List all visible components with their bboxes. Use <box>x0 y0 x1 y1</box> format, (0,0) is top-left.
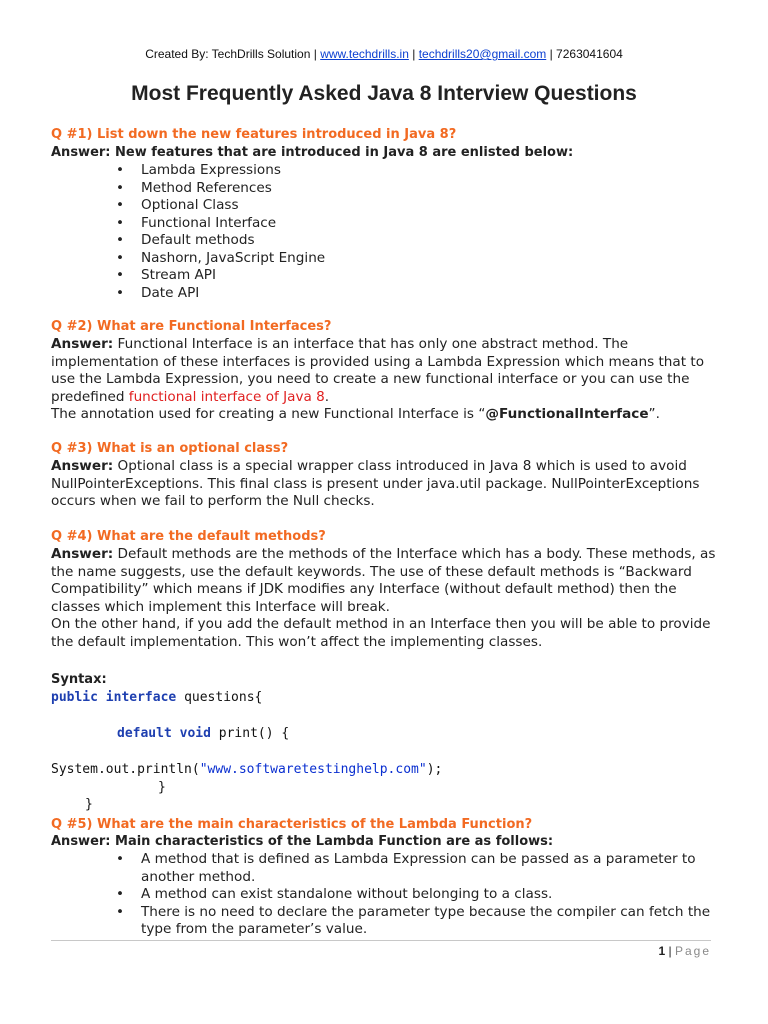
code-line-3 <box>51 762 442 777</box>
list-item: • Stream API <box>113 267 325 285</box>
website-link[interactable]: www.techdrills.in <box>320 47 409 61</box>
answer-4-text-2: On the other hand, if you add the default method in an Interface then you will be able to provide the default implementation. This won’t affect the implementing classes. <box>51 616 711 650</box>
list-item: • Default methods <box>113 232 325 250</box>
created-by-text: Created By: TechDrills Solution <box>145 47 311 61</box>
keyword: public <box>51 690 98 705</box>
code-line-1 <box>51 690 262 705</box>
list-item: • Functional Interface <box>113 215 325 233</box>
question-4: Q #4) What are the default methods? <box>51 529 326 544</box>
keyword: default <box>117 726 172 741</box>
code-line-2 <box>117 726 289 741</box>
header-separator: | <box>546 47 557 61</box>
answer-1-heading: Answer: New features that are introduced in Java 8 are enlisted below: <box>51 145 574 160</box>
header-separator: | <box>408 47 419 61</box>
list-item: • Nashorn, JavaScript Engine <box>113 250 325 268</box>
code-line-5: } <box>85 797 93 812</box>
answer-label: Answer: <box>51 458 114 474</box>
email-link[interactable]: techdrills20@gmail.com <box>418 47 547 61</box>
code-line-4: } <box>158 780 166 795</box>
answer-2-text-end: . <box>324 388 330 405</box>
characteristics-list <box>113 851 723 939</box>
code-text: ); <box>426 762 443 777</box>
question-2: Q #2) What are Functional Interfaces? <box>51 319 332 334</box>
feature-list <box>113 162 325 302</box>
code-string: "www.softwaretestinghelp.com" <box>199 762 427 777</box>
code-text: System.out.println( <box>51 762 200 777</box>
list-item: • There is no need to declare the parameter type because the compiler can fetch the type from the parameter’s value. <box>113 904 723 939</box>
list-item: • Lambda Expressions <box>113 162 325 180</box>
code-text: questions{ <box>176 690 263 705</box>
answer-2-text: Functional Interface is an interface that has only one abstract method. The implementation of these interfaces is provided using a Lambda Expression which means that to use the Lambda Expression, you need to create a new functional interface or you can use the predefined <box>51 336 705 405</box>
footer-divider <box>51 940 711 941</box>
list-item: • Optional Class <box>113 197 325 215</box>
answer-3-text: Optional class is a special wrapper class introduced in Java 8 which is used to avoid NullPointerExceptions. This final class is present under java.util package. NullPointerExceptions occurs when we fail to perform the Null checks. <box>51 458 700 509</box>
answer-label: Answer: <box>51 546 114 562</box>
annotation-sentence-end: ”. <box>648 406 660 422</box>
syntax-label: Syntax: <box>51 672 107 687</box>
code-text: print() { <box>210 726 290 741</box>
annotation-name: @FunctionalInterface <box>485 406 649 422</box>
answer-4-text: Default methods are the methods of the Interface which has a body. These methods, as the name suggests, use the default keywords. The use of these default methods is “Backward Compatibility” which means if JDK modifies any Interface (without default method) then the classes which implement this Interface will break. <box>51 546 716 615</box>
question-1: Q #1) List down the new features introduced in Java 8? <box>51 127 457 142</box>
header-separator: | <box>310 47 321 61</box>
list-item: • Date API <box>113 285 325 303</box>
keyword: void <box>179 726 211 741</box>
question-5: Q #5) What are the main characteristics of the Lambda Function? <box>51 817 533 832</box>
answer-5-heading: Answer: Main characteristics of the Lambda Function are as follows: <box>51 834 554 849</box>
page-footer <box>658 944 711 958</box>
answer-2 <box>51 336 721 424</box>
answer-3 <box>51 458 721 511</box>
keyword: interface <box>105 690 177 705</box>
footer-separator: | <box>665 944 675 958</box>
page-label: Page <box>674 944 711 958</box>
page-header <box>0 47 768 61</box>
functional-interface-link[interactable]: functional interface of Java 8 <box>128 388 325 405</box>
list-item: • A method can exist standalone without belonging to a class. <box>113 886 723 904</box>
answer-label: Answer: <box>51 336 114 352</box>
phone-number: 7263041604 <box>556 47 623 61</box>
annotation-sentence: The annotation used for creating a new Functional Interface is “ <box>51 406 486 422</box>
page-title: Most Frequently Asked Java 8 Interview Questions <box>131 82 637 105</box>
list-item: • Method References <box>113 180 325 198</box>
list-item: • A method that is defined as Lambda Expression can be passed as a parameter to another method. <box>113 851 723 886</box>
question-3: Q #3) What is an optional class? <box>51 441 289 456</box>
page-number: 1 <box>658 944 666 958</box>
answer-4 <box>51 546 721 651</box>
